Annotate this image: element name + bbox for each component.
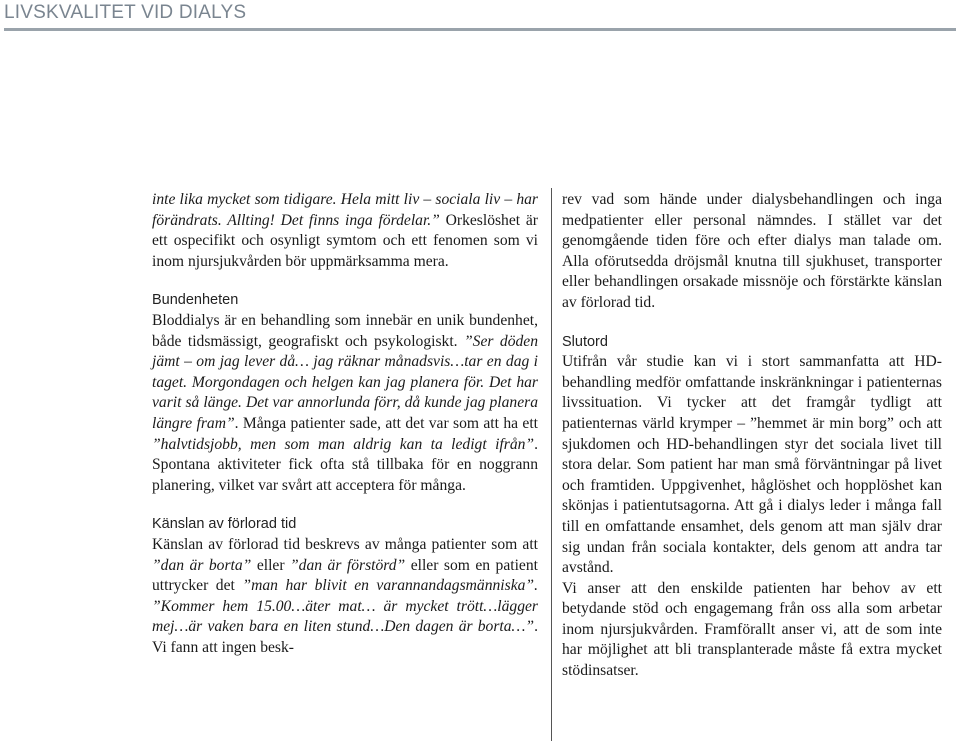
body-text: eller	[251, 556, 290, 574]
body-text: . Spontana aktiviteter fick ofta stå tillbaka för en noggrann planering, vilket var svårt att acceptera för många.	[152, 435, 538, 494]
body-text: . Många patienter sade, att det var som att ha ett	[234, 414, 538, 432]
paragraph: Utifrån vår studie kan vi i stort sammanfatta att HD-behandling medför omfattande inskränkningar i patienternas livssituation. Vi tycker att det framgår tydligt att patienternas värld krymper – ”hemmet är min borg” och att sjukdomen och HD-behandlingen styr det sociala livet till stora delar. Som patient har man små förväntningar på livet och framtiden. Uppgivenhet, håglöshet och hopplöshet kan skönjas i patientutsagorna. Att gå i dialys leder i många fall till en omfattande ensamhet, dels genom att man själv drar sig undan från sociala kontakter, dels genom att andra tar avstånd.	[562, 353, 942, 577]
body-text: eller som en patient uttrycker det	[152, 556, 538, 595]
paragraph	[152, 535, 538, 659]
quote-text: ”dan är borta”	[152, 556, 252, 574]
page-header	[0, 0, 960, 32]
right-column	[562, 190, 942, 682]
body-text: Bloddialys är en behandling som innebär en unik bundenhet, både tidsmässigt, geografiskt och psykologiskt.	[152, 311, 538, 350]
quote-text: ”Ser döden jämt – om jag lever då… jag räknar månadsvis…tar en dag i taget. Morgondagen och helgen kan jag planera för. Det har varit så länge. Det var annorlunda förr, då kunde jag planera längre fram”	[152, 332, 539, 432]
quote-text: inte lika mycket som tidigare. Hela mitt liv – sociala liv – har förändrats. Allting! Det finns inga fördelar.”	[152, 191, 538, 229]
quote-text: ”dan är förstörd”	[290, 556, 406, 574]
section-heading-forlorad-tid: Känslan av förlorad tid	[152, 516, 297, 533]
quote-text: ”man har blivit en varannandagsmänniska”. ”Kommer hem 15.00…äter mat… är mycket trött…lägger mej…är vaken bara en liten stund…Den dagen är borta…”	[152, 577, 539, 636]
body-text: Känslan av förlorad tid beskrevs av många patienter som att	[152, 535, 538, 553]
column-divider	[551, 188, 552, 741]
body-text: . Vi fann att ingen besk-	[152, 618, 538, 656]
left-column	[152, 190, 538, 658]
section-heading-bundenheten: Bundenheten	[152, 292, 239, 309]
paragraph: rev vad som hände under dialysbehandlingen och inga medpatienter eller personal nämndes. I stället var det genomgående tiden före och efter dialys man talade om. Alla oförutsedda dröjsmål knutna till sjukhuset, transporter eller behandlingen orsakade missnöje och förstärkte känslan av förlorad tid.	[562, 191, 942, 311]
paragraph	[152, 190, 538, 272]
paragraph: Vi anser att den enskilde patienten har behov av ett betydande stöd och engagemang från oss alla som arbetar inom njursjukvården. Framförallt anser vi, att de som inte har möjlighet att bli transplanterade måste få extra mycket stödinsatser.	[562, 579, 942, 680]
header-rule	[4, 28, 956, 31]
body-text: Orkeslöshet är ett ospecifikt och osynligt symtom och ett fenomen som vi inom njursjukvården bör uppmärksamma mera.	[152, 211, 538, 270]
section-heading-slutord: Slutord	[562, 333, 608, 350]
paragraph	[152, 311, 538, 496]
quote-text: ”halvtidsjobb, men som man aldrig kan ta ledigt ifrån”	[152, 435, 535, 453]
running-head-title: LIVSKVALITET VID DIALYS	[4, 2, 247, 23]
